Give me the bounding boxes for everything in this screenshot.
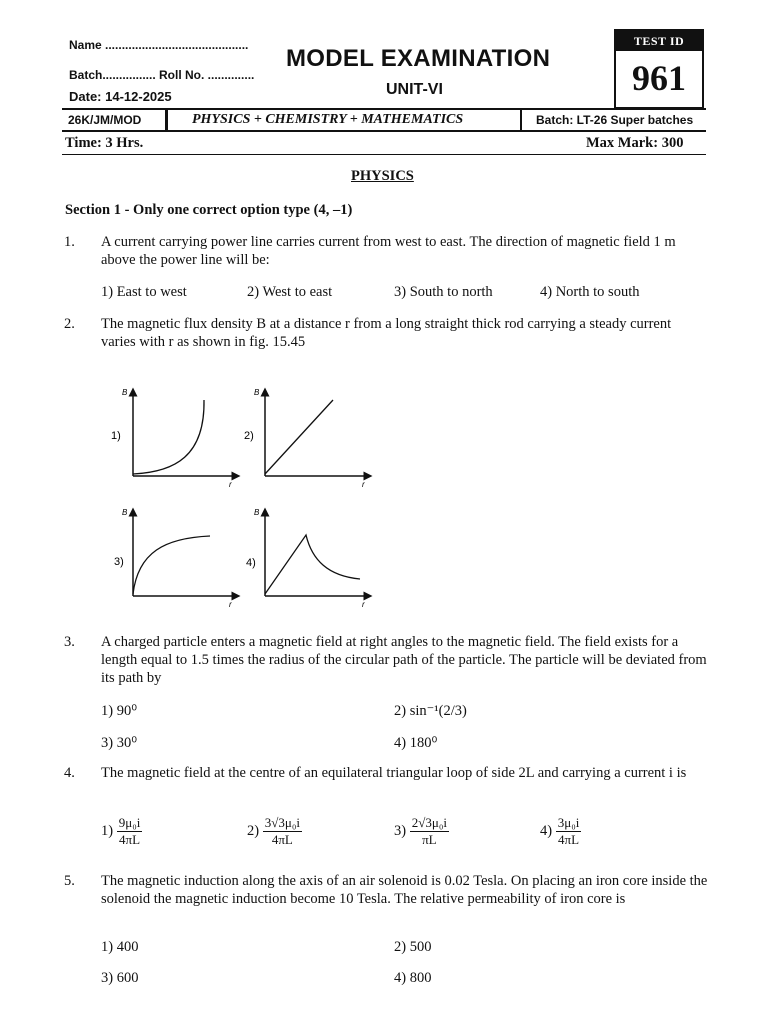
q1-option-1: 1) East to west [101,284,187,300]
graph-label: 2) [244,430,254,442]
curve-4 [265,535,360,594]
denominator: 4πL [558,832,580,847]
option-fraction [410,815,449,848]
question-number: 1. [64,234,75,250]
q3-option-3: 3) 30⁰ [101,735,138,751]
option-fraction [117,815,143,848]
header-rule [62,154,706,155]
denominator: πL [422,832,437,847]
q5-option-4: 4) 800 [394,970,432,986]
q1-option-2: 2) West to east [247,284,333,300]
section-title: Section 1 - Only one correct option type (4, –1) [65,202,353,218]
subject-band [62,108,706,132]
question-number: 5. [64,873,75,889]
q3-option-4: 4) 180⁰ [394,735,438,751]
denominator: 4πL [271,832,293,847]
numerator: 2√3μ₀i [411,815,447,830]
denominator: 4πL [119,832,141,847]
curve-3 [133,536,210,594]
q4-option-4 [540,815,581,848]
option-label: 2) [247,822,260,839]
axis-label-b: B [254,388,260,397]
graph-label: 4) [246,557,256,569]
graph-label: 1) [111,430,121,442]
axis-label-r: r [229,480,232,489]
numerator: 3√3μ₀i [264,815,300,830]
q5-option-3: 3) 600 [101,970,139,986]
curve-1 [133,400,204,474]
graph-1 [111,388,236,489]
numerator: 9μ₀i [118,815,141,830]
q3-option-1: 1) 90⁰ [101,703,138,719]
option-fraction [556,815,582,848]
question-number: 2. [64,316,75,332]
question-text: The magnetic induction along the axis of an air solenoid is 0.02 Tesla. On placing an iron core inside the solenoid the magnetic induction become 10 Tesla. The relative permeability of iron core is [101,873,708,907]
option-label: 3) [394,822,407,839]
batch-label: Batch: LT-26 Super batches [536,113,694,127]
q5-option-1: 1) 400 [101,939,139,955]
page-title: MODEL EXAMINATION [286,45,551,72]
option-label: 4) [540,822,553,839]
band-divider [165,108,168,132]
option-fraction [263,815,302,848]
curve-2 [265,400,333,474]
question-number: 3. [64,634,75,650]
test-id-number: 961 [632,58,686,98]
band-divider [520,108,522,132]
test-id-box [614,29,704,109]
graph-4 [246,508,368,609]
exam-code: 26K/JM/MOD [68,113,142,127]
axis-label-r: r [362,600,365,609]
question-text: A current carrying power line carries current from west to east. The direction of magnetic field 1 m above the power line will be: [101,234,676,268]
question-text: The magnetic field at the centre of an equilateral triangular loop of side 2L and carrying a current i is [101,765,687,781]
q4-option-3 [394,815,449,848]
graph-label: 3) [114,556,124,568]
q4-option-1 [101,815,142,848]
exam-date: Date: 14-12-2025 [69,89,172,104]
question-number: 4. [64,765,75,781]
q2-graphs-figure [100,380,400,620]
q1-option-4: 4) North to south [540,284,640,300]
q5-option-2: 2) 500 [394,939,432,955]
q3-option-2: 2) sin⁻¹(2/3) [394,703,467,719]
question-text: A charged particle enters a magnetic field at right angles to the magnetic field. The field exists for a length equal to 1.5 times the radius of the circular path of the particle. The particle will be deviated from its path by [101,634,707,686]
section-heading: PHYSICS [351,168,414,184]
max-mark-label: Max Mark: 300 [586,135,684,151]
q1-option-3: 3) South to north [394,284,493,300]
batch-roll-label: Batch................ Roll No. .............. [69,68,255,82]
test-id-label: TEST ID [616,31,702,51]
question-text: The magnetic flux density B at a distance r from a long straight thick rod carrying a steady current varies with r as shown in fig. 15.45 [101,316,672,350]
q4-option-2 [247,815,302,848]
graph-2 [244,388,368,489]
axis-label-b: B [122,508,128,517]
unit-label: UNIT-VI [386,81,443,98]
axis-label-b: B [122,388,128,397]
axis-label-r: r [362,480,365,489]
option-label: 1) [101,822,114,839]
time-label: Time: 3 Hrs. [65,135,144,151]
numerator: 3μ₀i [557,815,580,830]
axis-label-r: r [229,600,232,609]
axis-label-b: B [254,508,260,517]
name-field-label: Name ........................................... [69,38,249,52]
graph-3 [114,508,236,609]
subjects-label: PHYSICS + CHEMISTRY + MATHEMATICS [192,112,464,127]
